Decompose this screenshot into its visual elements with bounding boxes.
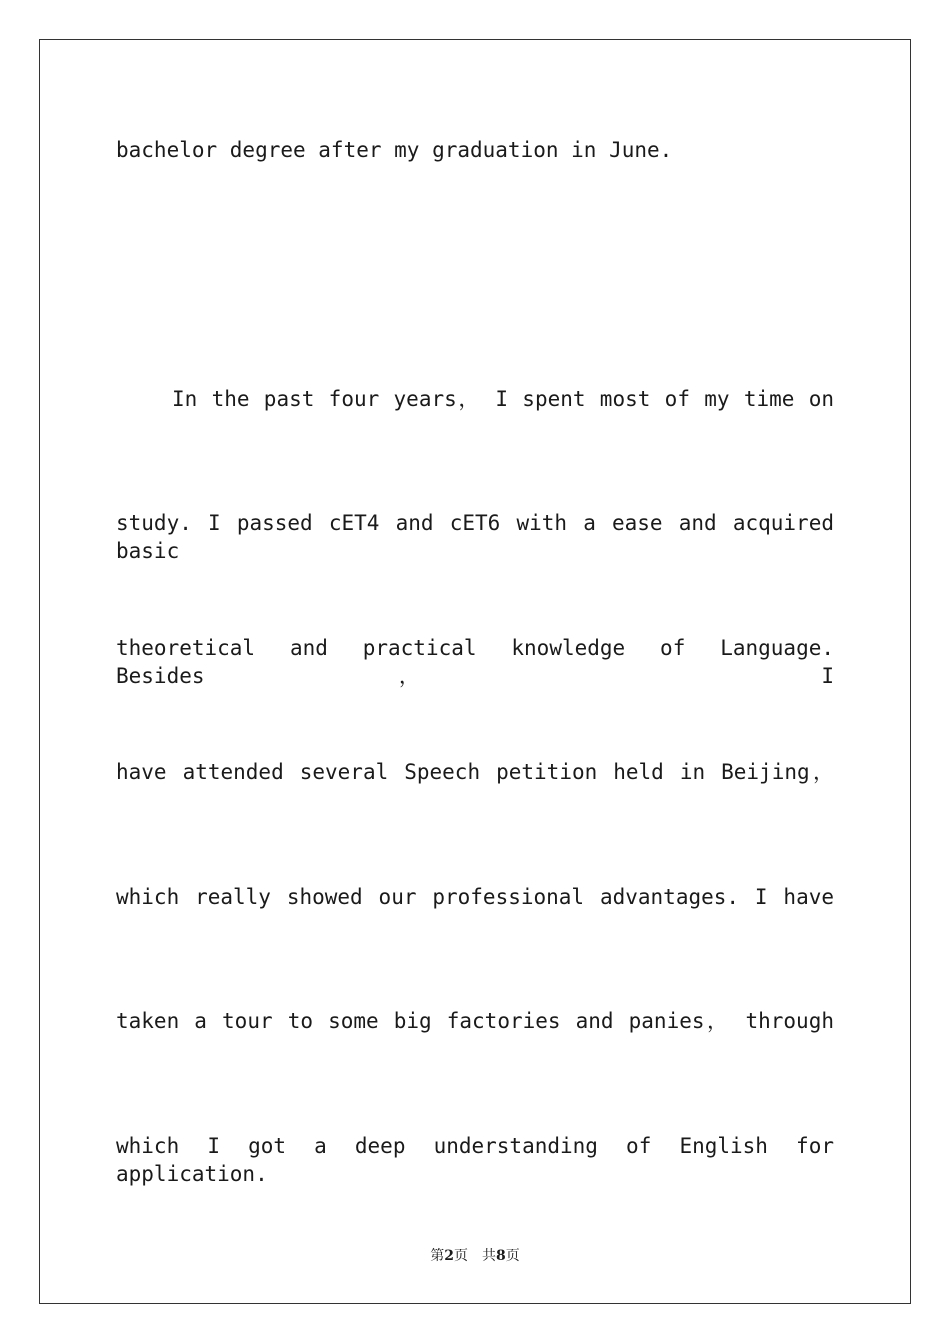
page-number: 2 [444, 1248, 454, 1264]
total-pages: 8 [496, 1248, 506, 1264]
text-line-8: which I got a deep understanding of English for application. [116, 1134, 834, 1186]
text-line-5: have attended several Speech petition held in Beijing， [116, 760, 834, 784]
text-line-2: In the past four years， I spent most of my time on [172, 387, 834, 411]
total-suffix: 页 [505, 1248, 520, 1264]
text-line-1: bachelor degree after my graduation in June. [116, 138, 673, 162]
text-line-7: taken a tour to some big factories and panies， through [116, 1009, 834, 1033]
page-footer [0, 1246, 950, 1266]
page-suffix: 页 [454, 1248, 468, 1264]
page-prefix: 第 [430, 1248, 445, 1264]
text-line-4: theoretical and practical knowledge of Language. Besides， I [116, 636, 834, 688]
total-prefix: 共 [482, 1248, 496, 1264]
text-line-6: which really showed our professional advantages. I have [116, 885, 834, 909]
text-line-3: study. I passed cET4 and cET6 with a ease and acquired basic [116, 511, 834, 563]
